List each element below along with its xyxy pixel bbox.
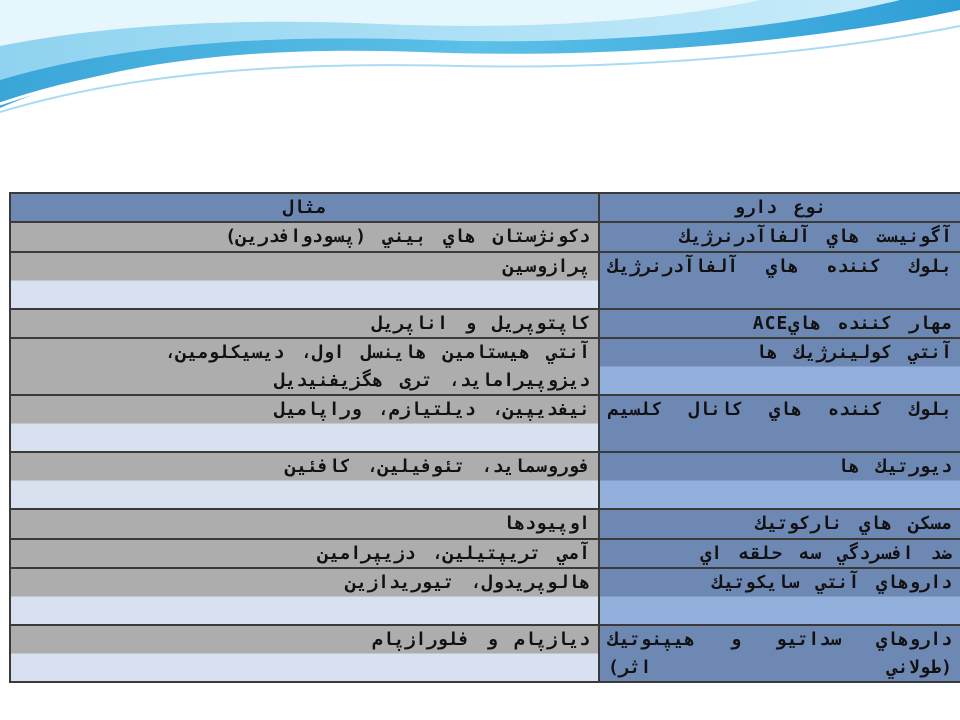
drug-type-cell: داروهاي سداتيو و هيپنوتيك (طولاني اثر) [599,625,960,682]
table-row [10,309,960,339]
drug-type-cell: ديورتيك ها [599,452,960,509]
table-row [10,395,960,452]
header-wave-decoration [0,0,960,120]
table-row [10,539,960,569]
example-cell: نيفديپين، ديلتيازم، وراپاميل [10,395,599,452]
example-cell: فوروسمايد، تئوفيلين، كافئين [10,452,599,509]
drug-type-cell: بلوك كننده هاي كانال كلسيم [599,395,960,452]
drug-type-cell: آگونيست هاي آلفاآدرنرژيك [599,222,960,252]
table-header-row [10,193,960,222]
table-row [10,625,960,682]
drug-type-cell: آنتي كولينرژيك ها [599,338,960,395]
drug-table [9,192,960,683]
example-cell: اوپيودها [10,509,599,539]
table-row [10,338,960,395]
drug-type-cell: داروهاي آنتي سايكوتيك [599,568,960,625]
table-row [10,222,960,252]
example-cell: هالوپريدول، تيوريدازين [10,568,599,625]
header-example: مثال [10,193,599,222]
example-cell: آمي تريپتيلين، دزيپرامين [10,539,599,569]
example-cell: ديازپام و فلورازپام [10,625,599,682]
drug-type-cell: بلوك كننده هاي آلفاآدرنرژيك [599,252,960,309]
table-row [10,252,960,309]
example-cell: پرازوسين [10,252,599,309]
example-cell: دكونژستان هاي بيني (پسودوافدرين) [10,222,599,252]
header-drug-type: نوع دارو [599,193,960,222]
drug-type-cell: مهار كننده هايACE [599,309,960,339]
example-cell: آنتي هيستامين هاينسل اول، ديسيكلومين، ديزوپيرامايد، ترى هگزيفنيديل [10,338,599,395]
table-row [10,452,960,509]
drug-type-cell: ضد افسردگي سه حلقه اي [599,539,960,569]
drug-type-cell: مسكن هاي ناركوتيك [599,509,960,539]
table-row [10,509,960,539]
table-row [10,568,960,625]
example-cell: كاپتوپريل و اناپريل [10,309,599,339]
